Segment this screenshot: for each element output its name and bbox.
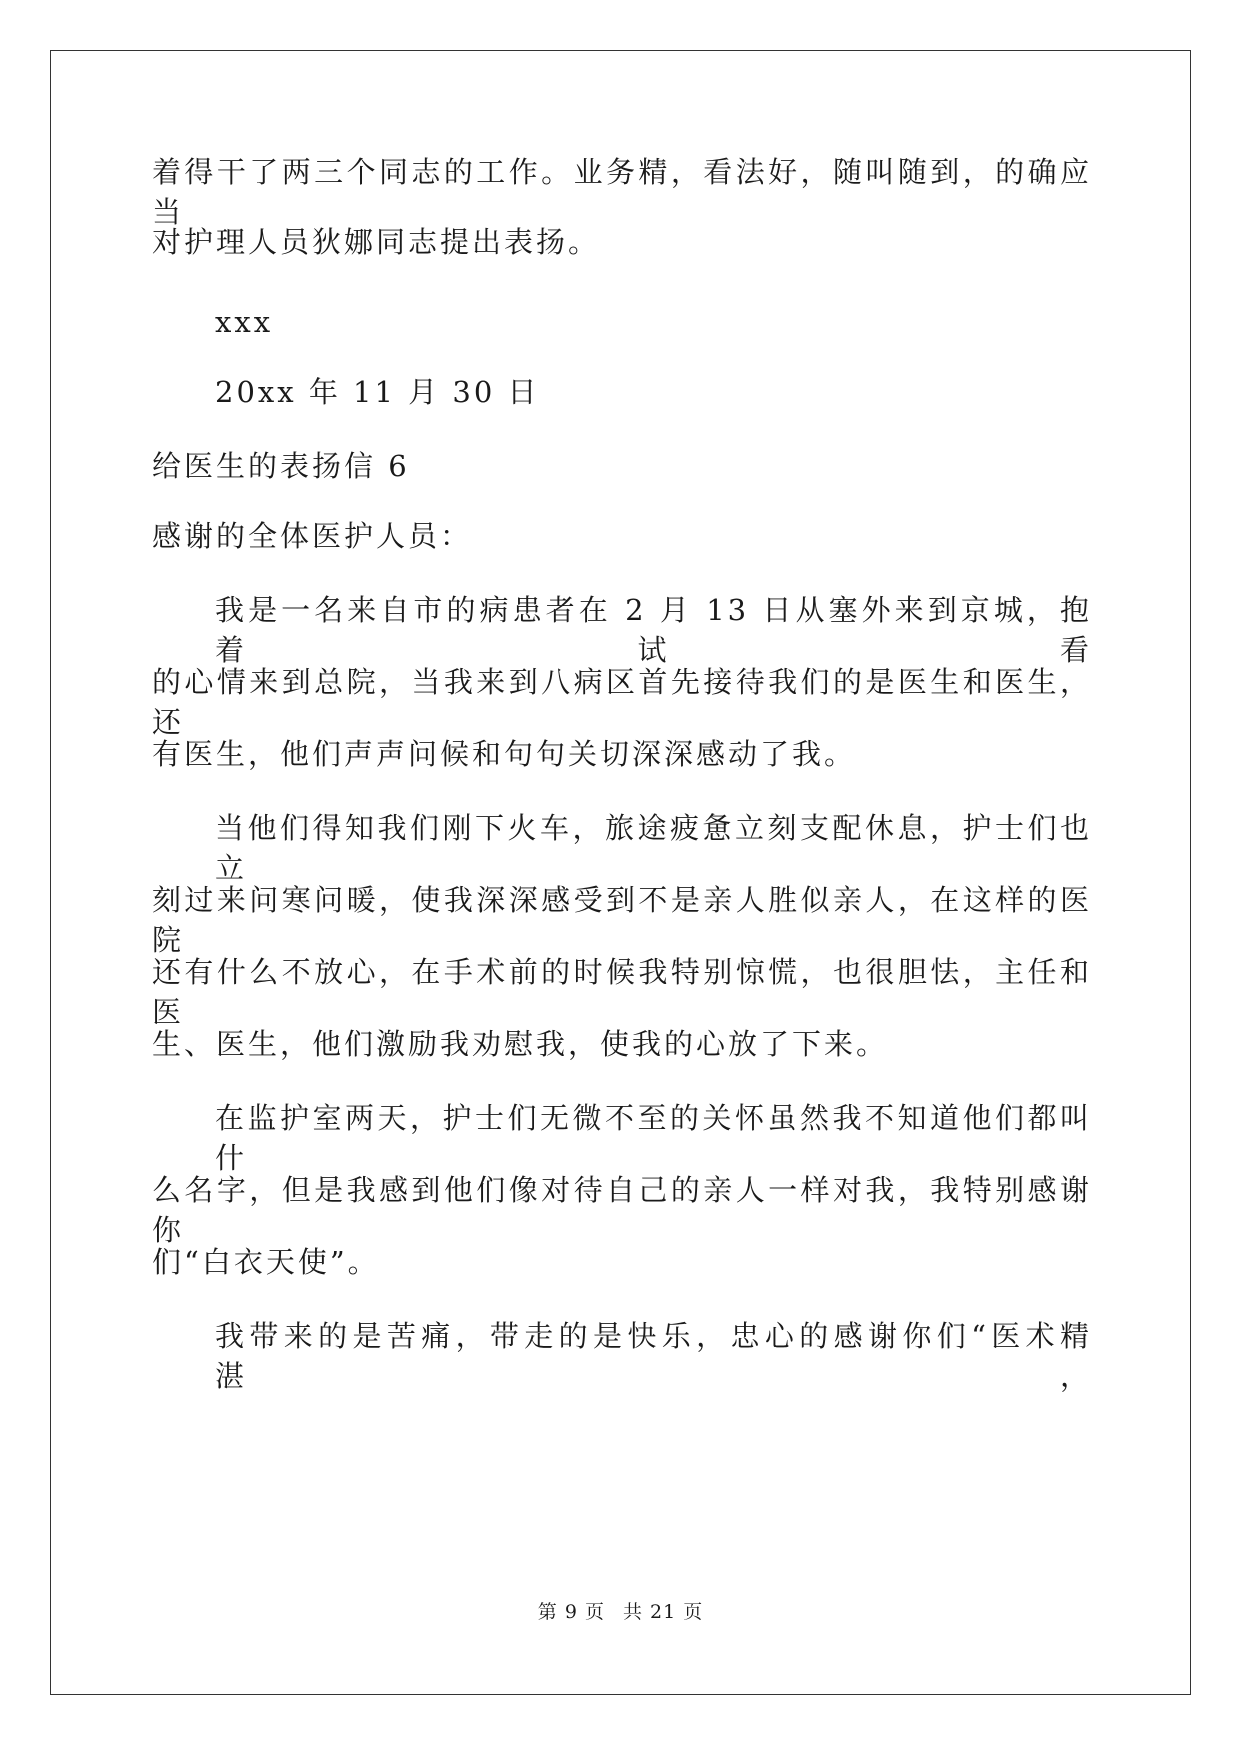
body-line-17: 我带来的是苦痛，带走的是快乐，忠心的感谢你们“医术精湛， [215,1319,1092,1393]
body-line-1: 着得干了两三个同志的工作。业务精，看法好，随叫随到，的确应当 [152,155,1092,229]
body-line-16: 们“白衣天使”。 [152,1245,380,1279]
body-line-7: 我是一名来自市的病患者在 2 月 13 日从塞外来到京城，抱着试看 [215,593,1092,667]
signature-date: 20xx 年 11 月 30 日 [215,375,540,409]
body-line-15: 么名字，但是我感到他们像对待自己的亲人一样对我，我特别感谢你 [152,1173,1092,1247]
body-line-2: 对护理人员狄娜同志提出表扬。 [152,225,601,259]
body-line-10: 当他们得知我们刚下火车，旅途疲惫立刻支配休息，护士们也立 [215,811,1092,885]
body-line-9: 有医生，他们声声问候和句句关切深深感动了我。 [152,737,857,771]
body-line-11: 刻过来问寒问暖，使我深深感受到不是亲人胜似亲人，在这样的医院 [152,883,1092,957]
page-number-total: 共 21 页 [622,1601,704,1623]
signature-name: xxx [215,305,274,339]
body-line-8: 的心情来到总院，当我来到八病区首先接待我们的是医生和医生，还 [152,665,1092,739]
section-title: 给医生的表扬信 6 [152,449,410,483]
body-line-14: 在监护室两天，护士们无微不至的关怀虽然我不知道他们都叫什 [215,1101,1092,1175]
body-line-13: 生、医生，他们激励我劝慰我，使我的心放了下来。 [152,1027,889,1061]
salutation: 感谢的全体医护人员： [152,519,473,553]
body-line-12: 还有什么不放心，在手术前的时候我特别惊慌，也很胆怯，主任和医 [152,955,1092,1029]
page-footer [0,1598,1241,1626]
page-number-current: 第 9 页 [537,1601,605,1623]
